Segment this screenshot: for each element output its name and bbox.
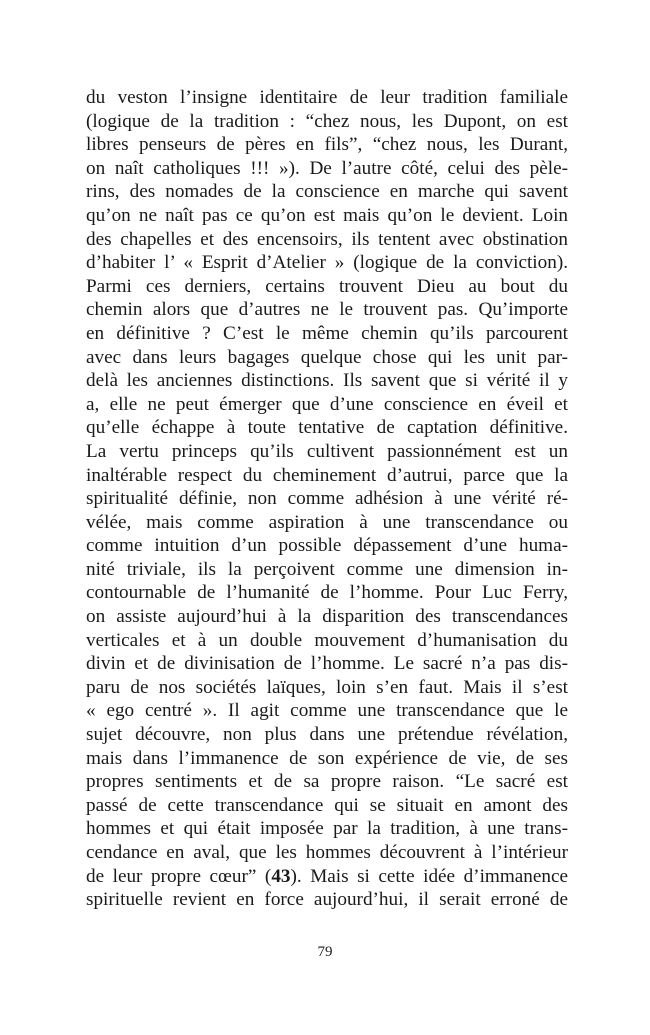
text-line: d’habiter l’ « Esprit d’Atelier » (logique de la conviction).: [86, 252, 568, 274]
text-line: on assiste aujourd’hui à la disparition des transcendances: [86, 606, 568, 628]
text-line: nité triviale, ils la perçoivent comme une dimension in-: [86, 558, 568, 580]
text-line: cendance en aval, que les hommes découvrent à l’intérieur: [86, 842, 568, 863]
text-line: divin et de divinisation de l’homme. Le sacré n’a pas dis-: [86, 653, 568, 675]
ref-line-before: de leur propre cœur” (: [86, 865, 272, 887]
text-line: passé de cette transcendance qui se situait en amont des: [86, 794, 568, 816]
text-line: mais dans l’immanence de son expérience de vie, de ses: [86, 747, 568, 769]
text-line: inaltérable respect du cheminement d’autrui, parce que la: [86, 464, 568, 486]
text-line: a, elle ne peut émerger que d’une conscience en éveil et: [86, 393, 568, 415]
text-line: des chapelles et des encensoirs, ils tentent avec obstination: [86, 228, 568, 250]
ref-line-after: ). Mais si cette idée d’immanence: [290, 865, 569, 887]
text-line: contournable de l’humanité de l’homme. Pour Luc Ferry,: [86, 582, 568, 604]
text-line: du veston l’insigne identitaire de leur tradition familiale: [86, 87, 568, 108]
text-line: sujet découvre, non plus dans une prétendue révélation,: [86, 724, 568, 746]
text-line: Parmi ces derniers, certains trouvent Dieu au bout du: [86, 275, 568, 297]
text-line: hommes et qui était imposée par la tradition, à une trans-: [86, 818, 568, 840]
text-line: en définitive ? C’est le même chemin qu’ils parcourent: [86, 322, 568, 344]
text-line: qu’elle échappe à toute tentative de captation définitive.: [86, 417, 568, 439]
page-number: 79: [317, 944, 333, 960]
text-line: « ego centré ». Il agit comme une transcendance que le: [86, 700, 568, 722]
text-line: delà les anciennes distinctions. Ils savent que si vérité il y: [86, 370, 568, 392]
text-line: vélée, mais comme aspiration à une transcendance ou: [86, 511, 568, 533]
text-line: La vertu princeps qu’ils cultivent passionnément est un: [86, 440, 568, 462]
text-line-with-reference: [86, 865, 568, 889]
text-line: (logique de la tradition : “chez nous, les Dupont, on est: [86, 110, 568, 132]
text-line: propres sentiments et de sa propre raison. “Le sacré est: [86, 771, 568, 793]
text-line: chemin alors que d’autres ne le trouvent pas. Qu’importe: [86, 299, 568, 321]
text-line: libres penseurs de pères en fils”, “chez nous, les Durant,: [86, 134, 568, 156]
text-line: spiritualité définie, non comme adhésion à une vérité ré-: [86, 488, 568, 510]
text-line: qu’on ne naît pas ce qu’on est mais qu’on le devient. Loin: [86, 204, 568, 226]
text-line: avec dans leurs bagages quelque chose qui les unit par-: [86, 346, 568, 368]
footnote-reference[interactable]: 43: [271, 865, 291, 887]
text-line: on naît catholiques !!! »). De l’autre côté, celui des pèle-: [86, 157, 568, 179]
text-line: rins, des nomades de la conscience en marche qui savent: [86, 181, 568, 203]
text-line: paru de nos sociétés laïques, loin s’en faut. Mais il s’est: [86, 676, 568, 698]
text-line: spirituelle revient en force aujourd’hui, il serait erroné de: [86, 889, 568, 911]
text-line: comme intuition d’un possible dépassement d’une huma-: [86, 535, 568, 557]
text-line: verticales et à un double mouvement d’humanisation du: [86, 629, 568, 651]
body-text: [86, 86, 568, 912]
